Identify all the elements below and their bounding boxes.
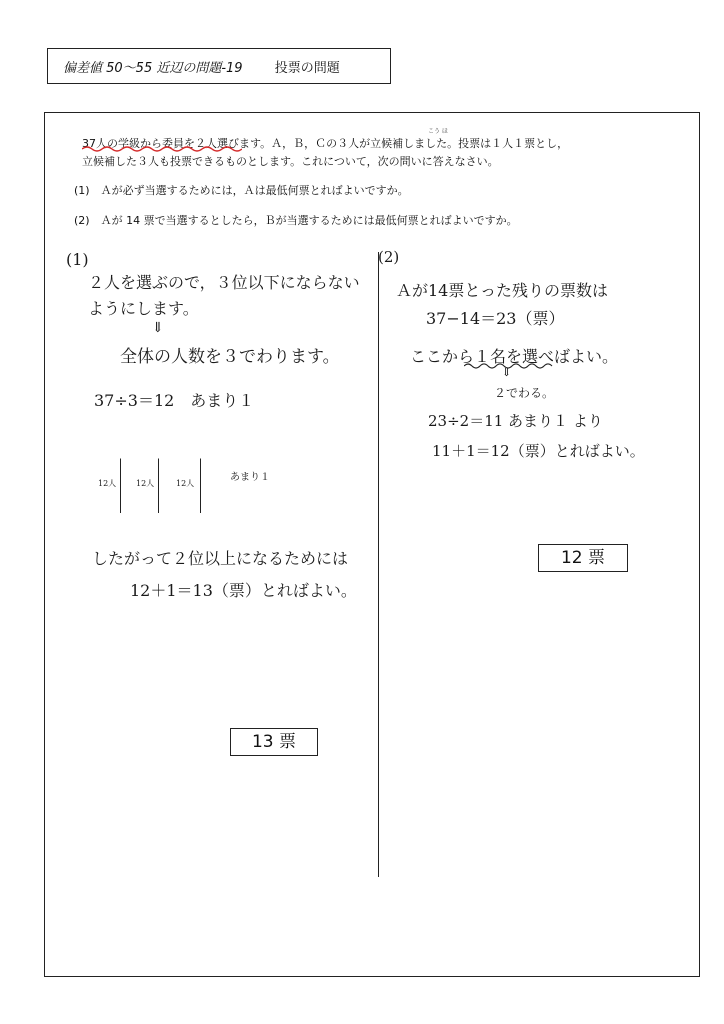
title-box bbox=[47, 48, 391, 84]
group-label-1: 12人 bbox=[98, 479, 117, 488]
problem-line-1: 37人の学級から委員を２人選びます。Ａ，Ｂ，Ｃの３人が立候補しました。投票は１人１票とし， bbox=[82, 137, 569, 150]
group-label-2: 12人 bbox=[136, 479, 155, 488]
answer1-line-5: 12＋1＝13（票）とればよい。 bbox=[130, 581, 357, 600]
down-arrow-icon: ⇓ bbox=[502, 366, 512, 379]
answer2-line-6: 11＋1＝12（票）とればよい。 bbox=[432, 442, 645, 460]
answer2-line-1: Ａが14票とった残りの票数は bbox=[396, 281, 609, 300]
ruby-reading: こう ほ bbox=[428, 128, 448, 135]
answer2-line-4: ２でわる。 bbox=[494, 386, 555, 400]
answer1-line-1: ２人を選ぶので，３位以下にならない bbox=[88, 273, 360, 292]
answer2-final: 12 票 bbox=[560, 548, 606, 568]
answer1-final: 13 票 bbox=[251, 732, 297, 752]
page-subtitle: 投票の問題 bbox=[274, 61, 340, 76]
answer2-line-3: ここから１名を選べばよい。 bbox=[410, 347, 619, 366]
question-1: (1) Ａが必ず当選するためには，Ａは最低何票とればよいですか。 bbox=[74, 184, 409, 197]
problem-line-2: 立候補した３人も投票できるものとします。これについて，次の問いに答えなさい。 bbox=[82, 155, 499, 168]
answer1-calc: 37÷3＝12 あまり１ bbox=[94, 391, 255, 410]
question-2: (2) Ａが 14 票で当選するとしたら，Ｂが当選するためには最低何票とればよいですか。 bbox=[74, 214, 518, 227]
answer1-line-2: ようにします。 bbox=[88, 299, 199, 318]
answer2-line-2: 37−14＝23（票） bbox=[426, 309, 565, 328]
remainder-label: あまり１ bbox=[230, 472, 270, 483]
answer1-line-3: 全体の人数を３でわります。 bbox=[120, 347, 340, 367]
group-label-3: 12人 bbox=[176, 479, 195, 488]
answer1-label: (1) bbox=[66, 250, 89, 269]
answer2-box bbox=[538, 544, 628, 572]
answer1-box bbox=[230, 728, 318, 756]
page-title: 偏差値 50〜55 近辺の問題-19 bbox=[63, 61, 243, 76]
column-divider bbox=[378, 252, 379, 877]
answer1-line-4: したがって２位以上になるためには bbox=[92, 549, 349, 568]
down-arrow-icon: ⇓ bbox=[152, 320, 164, 336]
answer2-line-5: 23÷2＝11 あまり１ より bbox=[428, 412, 603, 430]
red-wavy-underline bbox=[82, 145, 242, 153]
answer2-label: (2) bbox=[378, 248, 400, 266]
